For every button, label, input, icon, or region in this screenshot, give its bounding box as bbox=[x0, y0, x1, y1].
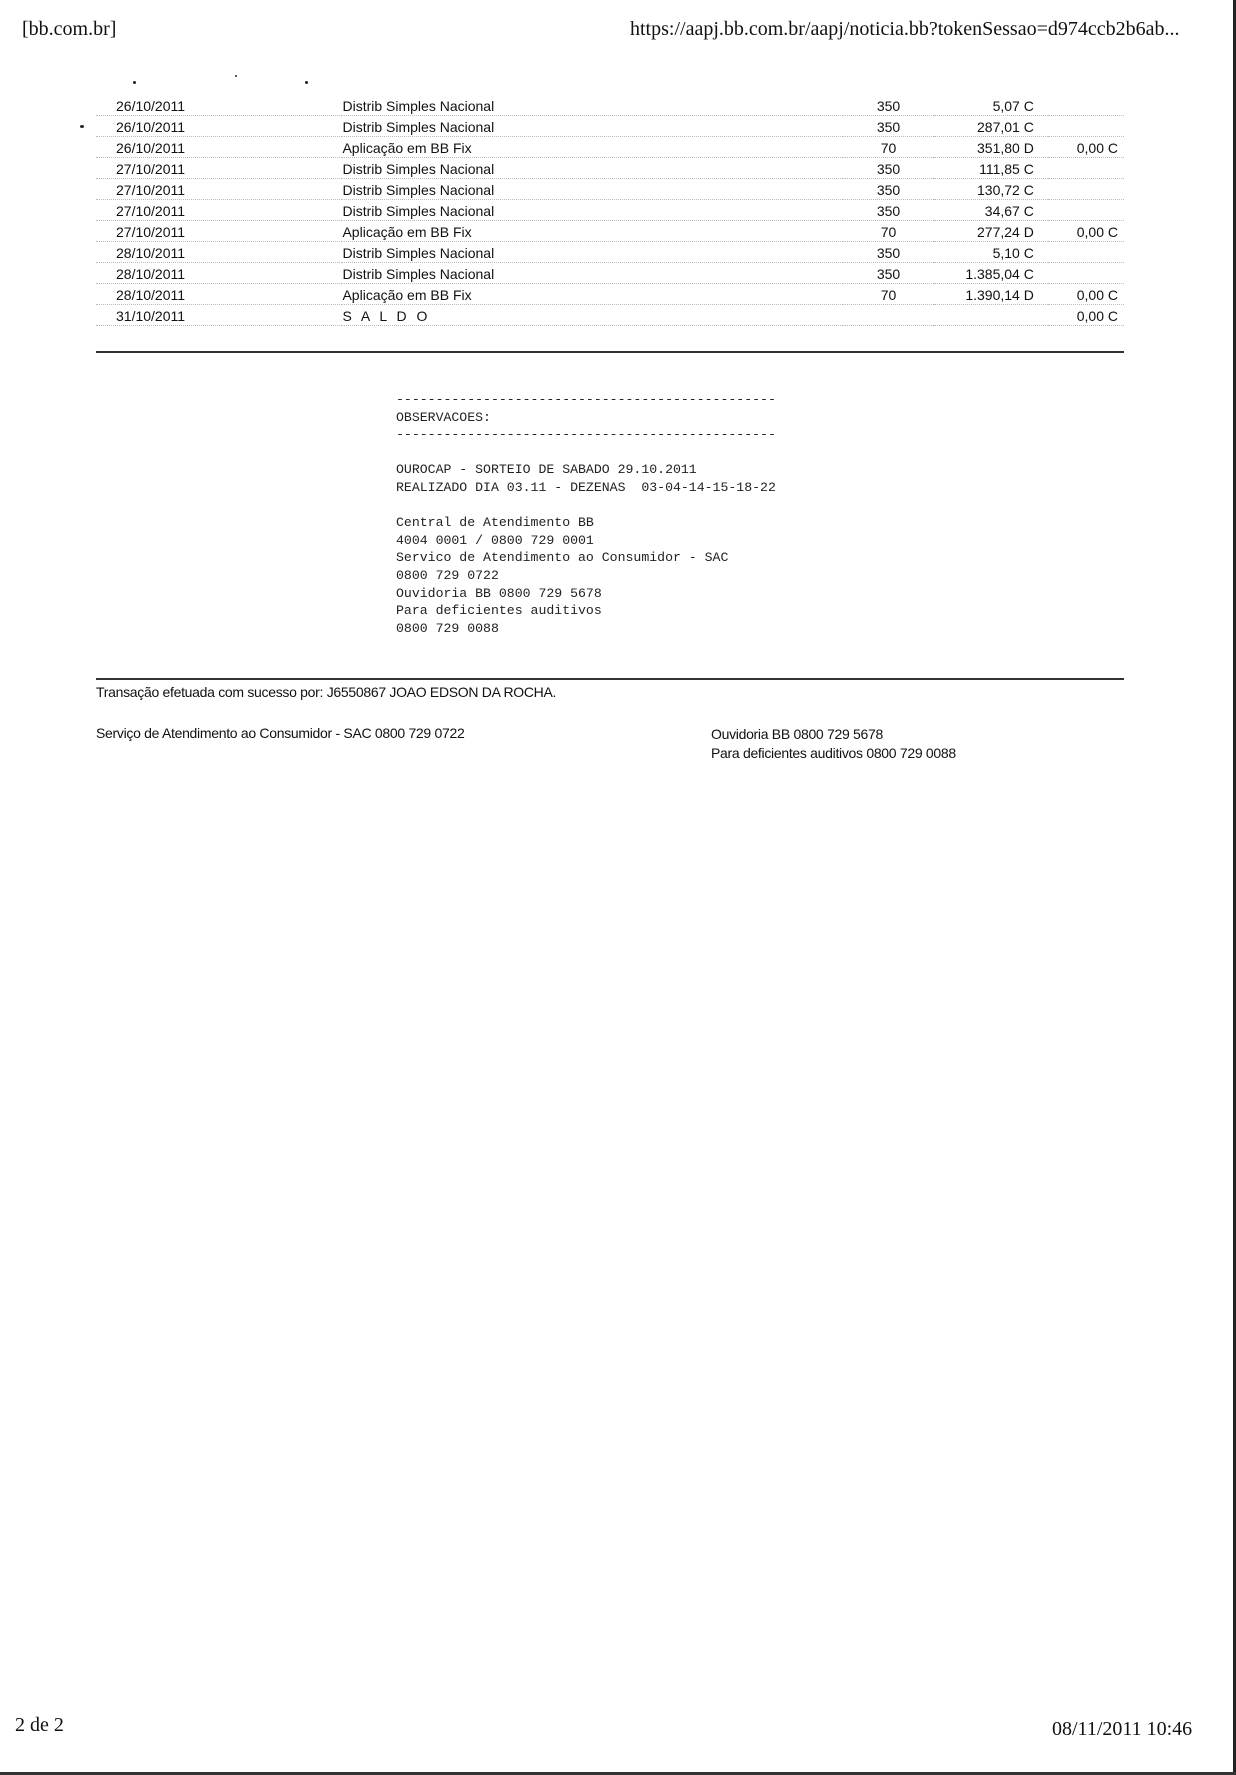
row-date: 27/10/2011 bbox=[96, 200, 342, 221]
table-row-saldo bbox=[96, 305, 1124, 326]
obs-line: REALIZADO DIA 03.11 - DEZENAS 03-04-14-15-18-22 bbox=[396, 479, 776, 495]
row-document: 350 bbox=[843, 116, 933, 137]
header-url: https://aapj.bb.com.br/aapj/noticia.bb?tokenSessao=d974ccb2b6ab... bbox=[630, 18, 1180, 40]
row-balance bbox=[1048, 95, 1124, 116]
row-description: Distrib Simples Nacional bbox=[342, 242, 843, 263]
row-date: 26/10/2011 bbox=[96, 137, 342, 158]
row-date: 28/10/2011 bbox=[96, 242, 342, 263]
row-value: 5,10 C bbox=[934, 242, 1048, 263]
row-value: 5,07 C bbox=[934, 95, 1048, 116]
table-row bbox=[96, 263, 1124, 284]
row-document: 350 bbox=[843, 263, 933, 284]
row-value: 111,85 C bbox=[934, 158, 1048, 179]
ouvidoria-contact bbox=[711, 725, 956, 763]
deficientes-line: Para deficientes auditivos 0800 729 0088 bbox=[711, 745, 956, 761]
row-balance: 0,00 C bbox=[1048, 137, 1124, 158]
row-date: 27/10/2011 bbox=[96, 179, 342, 200]
row-balance bbox=[1048, 242, 1124, 263]
obs-line: 0800 729 0722 bbox=[396, 567, 499, 583]
obs-line: 4004 0001 / 0800 729 0001 bbox=[396, 532, 594, 548]
row-balance bbox=[1048, 116, 1124, 137]
row-date: 26/10/2011 bbox=[96, 116, 342, 137]
obs-line: Servico de Atendimento ao Consumidor - SAC bbox=[396, 550, 729, 566]
row-document: 350 bbox=[843, 242, 933, 263]
row-balance bbox=[1048, 263, 1124, 284]
row-balance: 0,00 C bbox=[1048, 284, 1124, 305]
row-value: 34,67 C bbox=[934, 200, 1048, 221]
row-description: Distrib Simples Nacional bbox=[342, 158, 843, 179]
divider bbox=[96, 678, 1124, 680]
obs-heading: OBSERVACOES: bbox=[396, 409, 491, 425]
row-date: 31/10/2011 bbox=[96, 305, 342, 326]
row-balance bbox=[1048, 200, 1124, 221]
saldo-label: S A L D O bbox=[342, 305, 843, 326]
page-number: 2 de 2 bbox=[15, 1714, 64, 1736]
ouvidoria-line: Ouvidoria BB 0800 729 5678 bbox=[711, 726, 883, 742]
obs-line bbox=[396, 497, 776, 515]
row-balance bbox=[1048, 158, 1124, 179]
divider bbox=[96, 351, 1124, 353]
row-balance: 0,00 C bbox=[1048, 305, 1124, 326]
row-document: 70 bbox=[843, 221, 933, 242]
row-date: 28/10/2011 bbox=[96, 263, 342, 284]
row-balance bbox=[1048, 179, 1124, 200]
observations-block bbox=[396, 391, 776, 637]
row-date: 27/10/2011 bbox=[96, 158, 342, 179]
row-description: Distrib Simples Nacional bbox=[342, 263, 843, 284]
obs-line: 0800 729 0088 bbox=[396, 620, 499, 636]
row-description: Aplicação em BB Fix bbox=[342, 284, 843, 305]
table-row bbox=[96, 116, 1124, 137]
transaction-confirmation: Transação efetuada com sucesso por: J6550867 JOAO EDSON DA ROCHA. bbox=[96, 684, 557, 700]
row-description: Aplicação em BB Fix bbox=[342, 137, 843, 158]
row-value: 1.385,04 C bbox=[934, 263, 1048, 284]
row-description: Distrib Simples Nacional bbox=[342, 116, 843, 137]
table-row bbox=[96, 179, 1124, 200]
statement-table bbox=[96, 95, 1124, 326]
print-datetime: 08/11/2011 10:46 bbox=[1052, 1718, 1193, 1740]
row-date: 28/10/2011 bbox=[96, 284, 342, 305]
row-description: Distrib Simples Nacional bbox=[342, 95, 843, 116]
row-description: Distrib Simples Nacional bbox=[342, 200, 843, 221]
row-description: Aplicação em BB Fix bbox=[342, 221, 843, 242]
row-document: 70 bbox=[843, 284, 933, 305]
row-date: 26/10/2011 bbox=[96, 95, 342, 116]
row-document: 350 bbox=[843, 200, 933, 221]
row-value: 351,80 D bbox=[934, 137, 1048, 158]
obs-line: Para deficientes auditivos bbox=[396, 603, 602, 619]
row-value: 130,72 C bbox=[934, 179, 1048, 200]
table-row bbox=[96, 200, 1124, 221]
table-row bbox=[96, 242, 1124, 263]
row-date: 27/10/2011 bbox=[96, 221, 342, 242]
obs-line: ------------------------------------------------ bbox=[396, 427, 776, 443]
row-value: 1.390,14 D bbox=[934, 284, 1048, 305]
row-description: Distrib Simples Nacional bbox=[342, 179, 843, 200]
obs-line: Ouvidoria BB 0800 729 5678 bbox=[396, 585, 602, 601]
table-row bbox=[96, 284, 1124, 305]
row-value: 287,01 C bbox=[934, 116, 1048, 137]
obs-line: Central de Atendimento BB bbox=[396, 515, 594, 531]
row-document: 350 bbox=[843, 179, 933, 200]
row-document: 70 bbox=[843, 137, 933, 158]
row-value: 277,24 D bbox=[934, 221, 1048, 242]
row-value bbox=[934, 305, 1048, 326]
row-document bbox=[843, 305, 933, 326]
row-document: 350 bbox=[843, 95, 933, 116]
table-row bbox=[96, 221, 1124, 242]
obs-line: OUROCAP - SORTEIO DE SABADO 29.10.2011 bbox=[396, 462, 697, 478]
table-row bbox=[96, 137, 1124, 158]
row-balance: 0,00 C bbox=[1048, 221, 1124, 242]
header-site: [bb.com.br] bbox=[22, 18, 117, 40]
table-row bbox=[96, 158, 1124, 179]
row-document: 350 bbox=[843, 158, 933, 179]
obs-line bbox=[396, 444, 776, 462]
table-row bbox=[96, 95, 1124, 116]
obs-line: ------------------------------------------------ bbox=[396, 392, 776, 407]
sac-contact: Serviço de Atendimento ao Consumidor - SAC 0800 729 0722 bbox=[96, 725, 465, 741]
